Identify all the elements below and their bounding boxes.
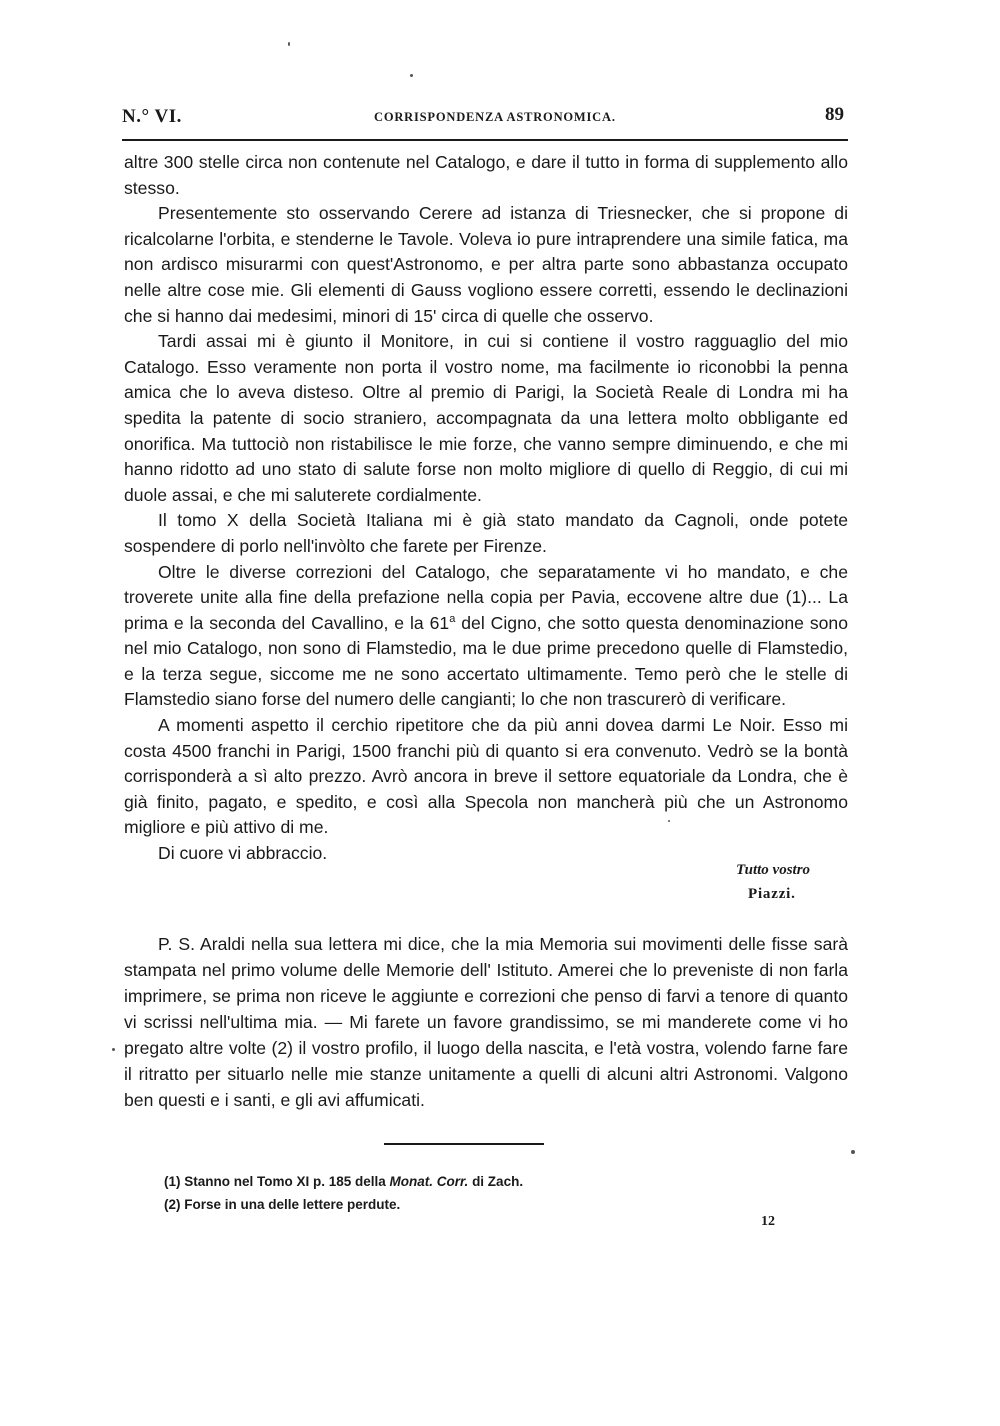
header-rule	[122, 139, 848, 141]
paragraph-3: Tardi assai mi è giunto il Monitore, in cui si contiene il vostro ragguaglio del mio Catalogo. Esso veramente non porta il vostro nome, ma facilmente io riconobbi la penna amica che lo aveva disteso. Oltre al premio di Parigi, la Società Reale di Londra mi ha spedita la patente di socio straniero, accompagnata da una lettera molto obbligante ed onorifica. Ma tuttociò non ristabilisce le mie forze, che vanno sempre diminuendo, e che mi hanno ridotto ad uno stato di salute forse non molto migliore di quello di Reggio, di cui mi duole assai, e che mi saluterete cordialmente.	[124, 331, 848, 505]
footnote-1-end: di Zach.	[468, 1174, 524, 1189]
postscript	[124, 931, 848, 1113]
paragraph-5	[124, 560, 848, 714]
valediction: Tutto vostro	[736, 862, 811, 878]
ordinal-superscript: a	[449, 612, 456, 625]
paragraph-7: Di cuore vi abbraccio.	[158, 843, 328, 864]
section-number: N.° VI.	[122, 106, 182, 127]
print-speck	[668, 820, 670, 822]
paragraph-1: altre 300 stelle circa non contenute nel Catalogo, e dare il tutto in forma di supplemento allo stesso.	[124, 152, 848, 198]
postscript-text: P. S. Araldi nella sua lettera mi dice, che la mia Memoria sui movimenti delle fisse sarà stampata nel primo volume delle Memorie dell' Istituto. Amerei che lo preveniste di non farla imprimere, se prima non riceve le aggiunte e correzioni che penso di farvi a tenore di quanto vi scrissi nell'ultima mia. — Mi farete un favore grandissimo, se mi manderete come vi ho pregato altre volte (2) il vostro profilo, il luogo della nascita, e l'età vostra, volendo farne fare il ritratto per situarlo nelle mie stanze unitamente a quelli di alcuni altri Astronomi. Valgono ben questi e i santi, e gli avi affumicati.	[124, 934, 848, 1110]
running-title: CORRISPONDENZA ASTRONOMICA.	[374, 110, 616, 124]
footnote-1	[164, 1170, 804, 1193]
print-speck	[410, 74, 413, 77]
paragraph-5-part-1: Oltre le diverse correzioni del Catalogo, che separatamente vi ho mandato, e che troverete unite alla fine della prefazione nella copia per Pavia, eccovene altre due (1)... La prima e la seconda del Cavallino, e la 61	[124, 561, 848, 633]
print-speck	[288, 42, 290, 46]
paragraph-4: Il tomo X della Società Italiana mi è già stato mandato da Cagnoli, onde potete sospendere di porlo nell'invòlto che farete per Firenze.	[124, 510, 848, 556]
running-header	[122, 104, 848, 130]
footnotes	[164, 1170, 804, 1216]
paragraph-2: Presentemente sto osservando Cerere ad istanza di Triesnecker, che si propone di ricalcolarne l'orbita, e stenderne le Tavole. Voleva io pure intraprendere una simile fatica, ma non ardisco misurarmi con quest'Astronomo, e per altra parte sono abbastanza occupato nelle altre cose mie. Gli elementi di Gauss vogliono essere corretti, essendo le declinazioni che si hanno dai medesimi, minori di 15' circa di quelle che osservo.	[124, 203, 848, 326]
signature-mark: 12	[761, 1214, 775, 1229]
signature-name: Piazzi.	[748, 886, 796, 902]
print-speck	[112, 1048, 115, 1051]
paragraph-5-part-2: del Cigno, che sotto questa denominazione sono nel mio Catalogo, non sono di Flamstedio, ma le due prime precedono quelle di Flamstedio, e la terza segue, siccome me ne sono accertato ultimamente. Temo però che le stelle di Flamstedio siano forse del numero delle cangianti; lo che non trascurerò di verificare.	[124, 612, 848, 710]
footnote-2: (2) Forse in una delle lettere perdute.	[164, 1197, 401, 1212]
footnote-1-journal: Monat. Corr.	[389, 1174, 469, 1189]
footnote-1-text: (1) Stanno nel Tomo XI p. 185 della	[164, 1174, 390, 1189]
print-speck	[851, 1150, 855, 1154]
page-number: 89	[825, 104, 844, 125]
letter-body	[124, 150, 848, 867]
paragraph-6: A momenti aspetto il cerchio ripetitore che da più anni dovea darmi Le Noir. Esso mi costa 4500 franchi in Parigi, 1500 franchi più di quanto si era convenuto. Vedrò se la bontà corrisponderà a sì alto prezzo. Avrò ancora in breve il settore equatoriale da Londra, che è già finito, pagato, e spedito, e così alla Specola non mancherà più che un Astronomo migliore e più attivo di me.	[124, 715, 848, 838]
footnote-rule	[384, 1143, 544, 1145]
